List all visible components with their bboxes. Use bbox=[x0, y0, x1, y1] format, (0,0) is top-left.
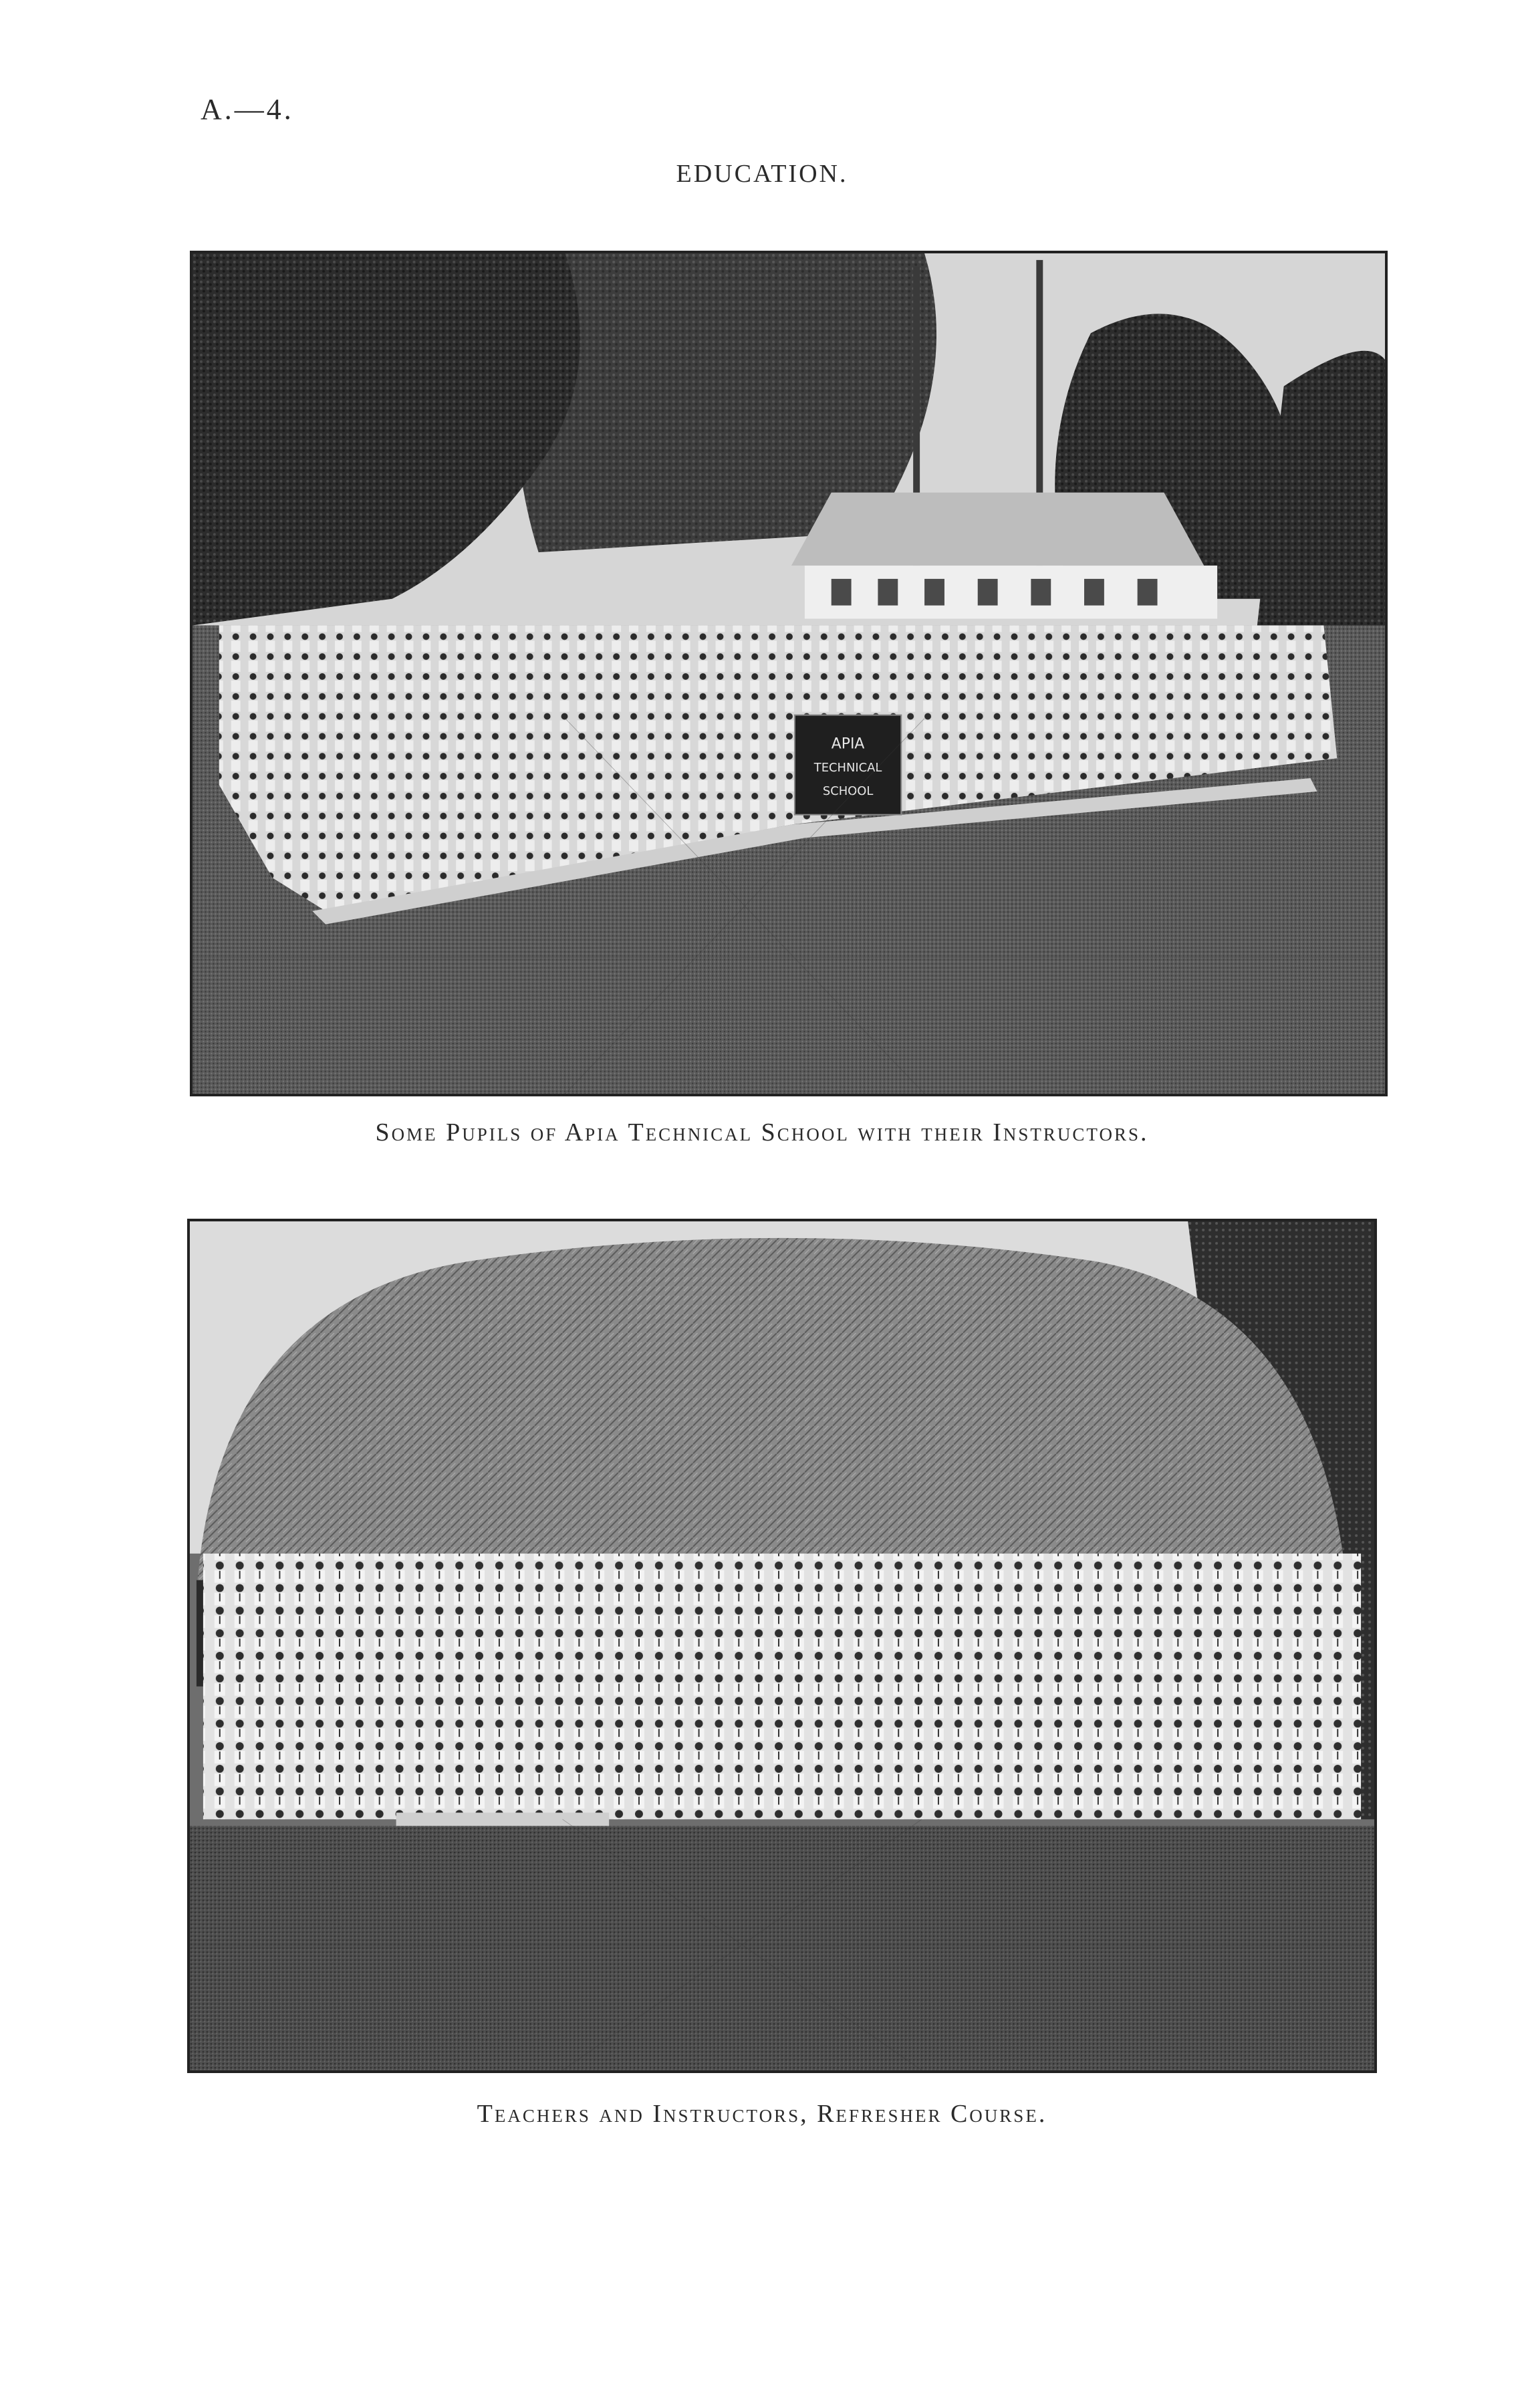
photo-refresher-course-caption: Teachers and Instructors, Refresher Course. bbox=[477, 2100, 1047, 2128]
photo-technical-school-caption: Some Pupils of Apia Technical School with their Instructors. bbox=[375, 1118, 1149, 1147]
photo-refresher-course bbox=[187, 1219, 1377, 2073]
photo-technical-school-image bbox=[193, 253, 1385, 1094]
sign-line-1: APIA bbox=[831, 735, 865, 753]
photo-technical-school bbox=[190, 251, 1388, 1096]
sign-line-2: TECHNICAL bbox=[813, 761, 882, 775]
page-reference: A.—4. bbox=[201, 93, 294, 126]
page-title: EDUCATION. bbox=[676, 160, 848, 188]
sign-line-3: SCHOOL bbox=[822, 784, 874, 798]
photo-refresher-course-image bbox=[190, 1221, 1374, 2070]
school-sign bbox=[795, 715, 901, 815]
